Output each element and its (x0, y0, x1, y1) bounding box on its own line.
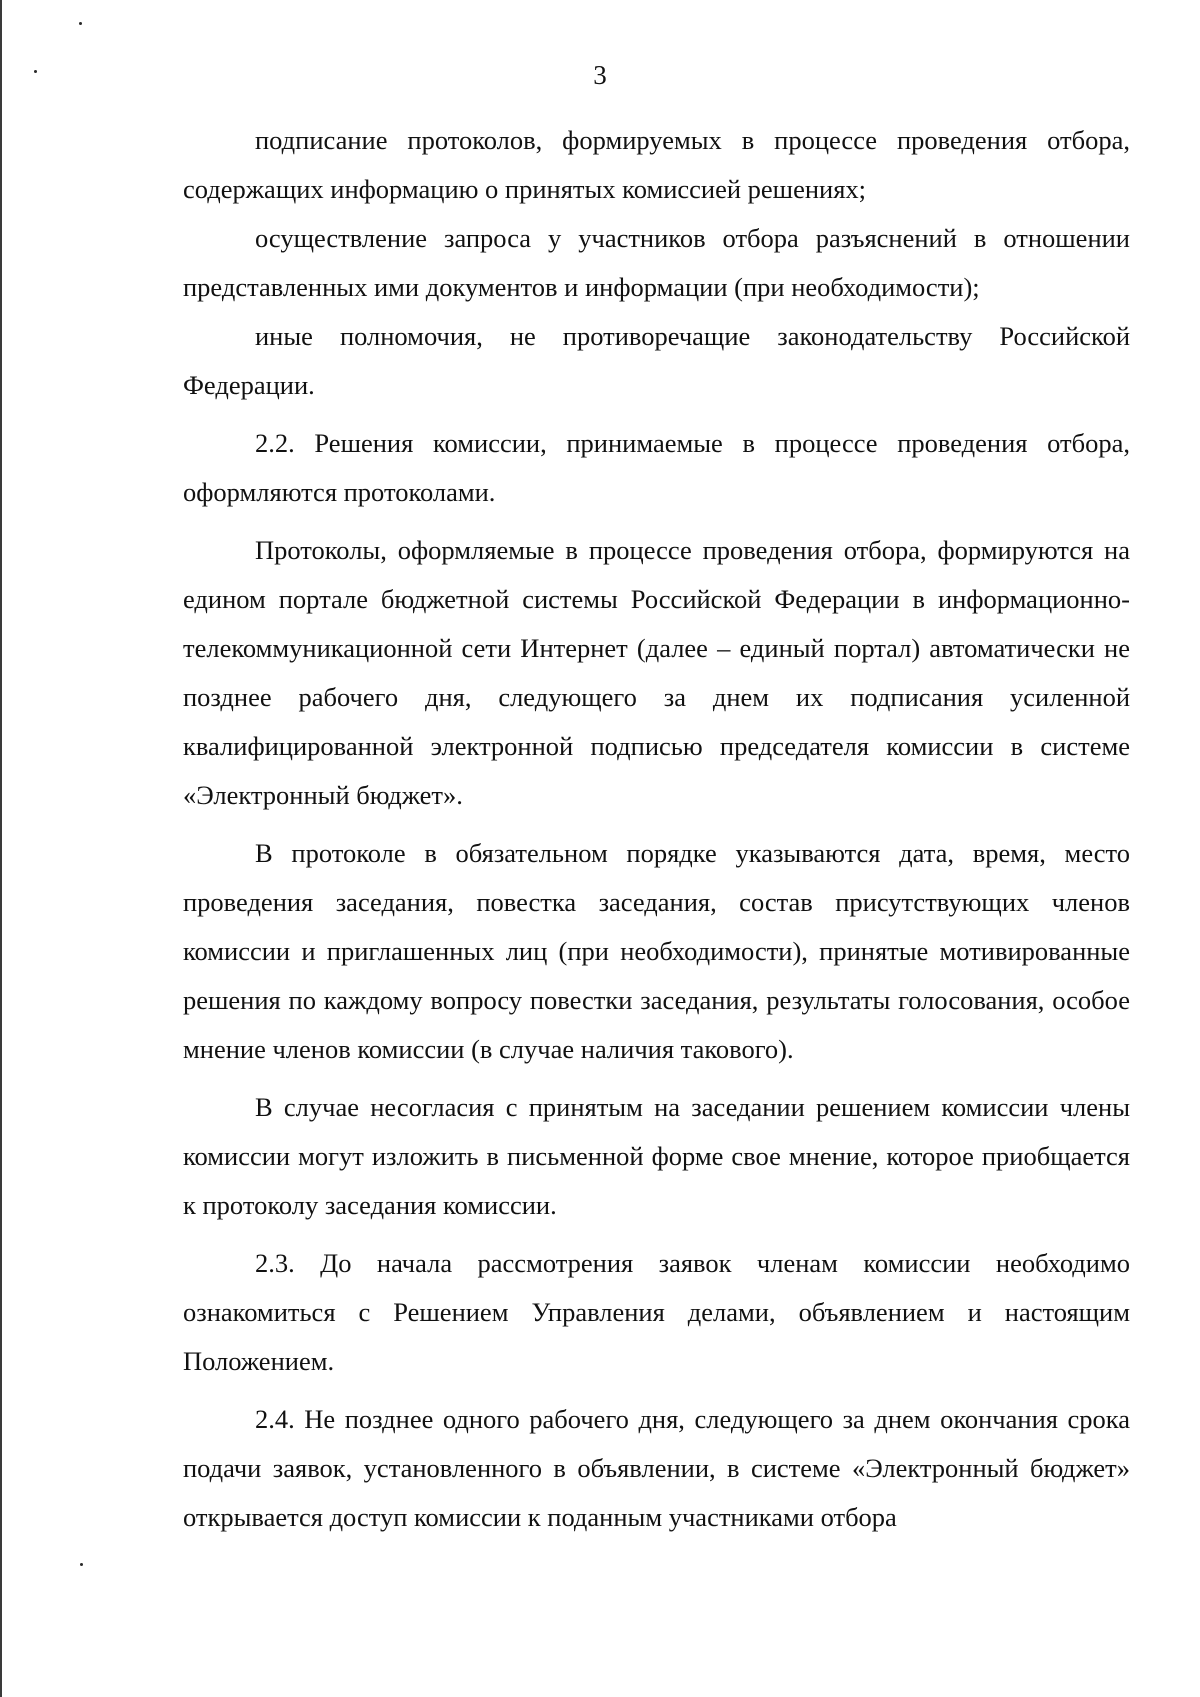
paragraph-protocol-contents: В протоколе в обязательном порядке указываются дата, время, место проведения заседания, повестка заседания, состав присутствующих членов комиссии и приглашенных лиц (при необходимости), принятые мотивированные решения по каждому вопросу повестки заседания, результаты голосования, особое мнение членов комиссии (в случае наличия такового). (183, 838, 1130, 1064)
scan-speck (80, 1563, 83, 1566)
paragraph-2-4: 2.4. Не позднее одного рабочего дня, следующего за днем окончания срока подачи заявок, установленного в объявлении, в системе «Электронный бюджет» открывается доступ комиссии к поданным участниками отбора (183, 1404, 1130, 1532)
scan-left-edge (0, 0, 2, 1697)
paragraph-protocols-portal: Протоколы, оформляемые в процессе проведения отбора, формируются на едином портале бюджетной системы Российской Федерации в информационно-телекоммуникационной сети Интернет (далее – единый портал) автоматически не позднее рабочего дня, следующего за днем их подписания усиленной квалифицированной электронной подписью председателя комиссии в системе «Электронный бюджет». (183, 535, 1130, 810)
paragraph-2-3: 2.3. До начала рассмотрения заявок членам комиссии необходимо ознакомиться с Решением Управления делами, объявлением и настоящим Положением. (183, 1248, 1130, 1376)
paragraph-2-2: 2.2. Решения комиссии, принимаемые в процессе проведения отбора, оформляются протоколами. (183, 428, 1130, 507)
page-number: 3 (593, 60, 607, 90)
paragraph-signing-protocols: подписание протоколов, формируемых в процессе проведения отбора, содержащих информацию о принятых комиссией решениях; (183, 125, 1130, 204)
paragraph-request-clarifications: осуществление запроса у участников отбора разъяснений в отношении представленных ими документов и информации (при необходимости); (183, 223, 1130, 302)
paragraph-disagreement: В случае несогласия с принятым на заседании решением комиссии члены комиссии могут изложить в письменной форме свое мнение, которое приобщается к протоколу заседания комиссии. (183, 1092, 1130, 1220)
paragraph-other-powers: иные полномочия, не противоречащие законодательству Российской Федерации. (183, 321, 1130, 400)
document-body (183, 116, 1130, 1542)
scan-speck (79, 22, 82, 25)
